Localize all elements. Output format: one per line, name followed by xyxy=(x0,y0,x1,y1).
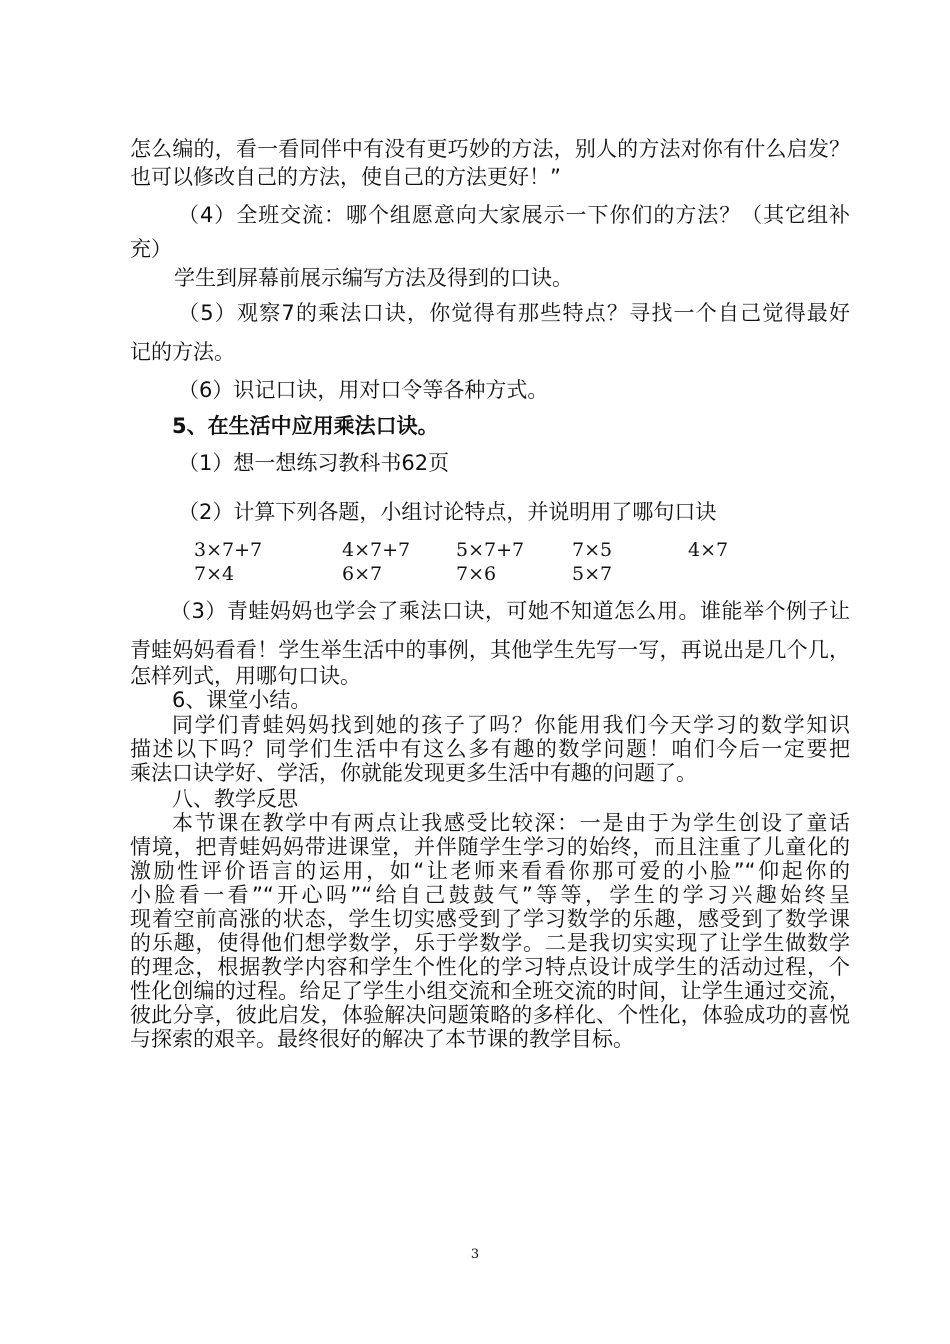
text-line: 激励性评价语言的运用，如“让老师来看看你那可爱的小脸”“仰起你的 xyxy=(130,859,850,883)
section-heading: 八、教学反思 xyxy=(172,787,298,811)
exercise-item: 5×7+7 xyxy=(456,539,525,561)
section-heading: 6、课堂小结。 xyxy=(172,688,312,712)
text-line: 怎么编的，看一看同伴中有没有更巧妙的方法，别人的方法对你有什么启发？ xyxy=(130,137,850,161)
text-line: （6）识记口诀，用对口令等各种方式。 xyxy=(178,378,549,402)
text-line: 乘法口诀学好、学活，你就能发现更多生活中有趣的问题了。 xyxy=(130,761,697,785)
text-line: 现着空前高涨的状态，学生切实感受到了学习数学的乐趣，感受到了数学课 xyxy=(130,907,850,931)
text-line: 怎样列式，用哪句口诀。 xyxy=(130,664,361,688)
text-line: （2）计算下列各题，小组讨论特点，并说明用了哪句口诀 xyxy=(178,500,717,524)
text-line: 也可以修改自己的方法，使自己的方法更好！” xyxy=(130,165,561,189)
exercise-item: 7×4 xyxy=(194,563,235,585)
text-line: 彼此分享，彼此启发，体验解决问题策略的多样化、个性化，体验成功的喜悦 xyxy=(130,1003,850,1027)
text-line: 与探索的艰辛。最终很好的解决了本节课的教学目标。 xyxy=(130,1027,634,1051)
section-heading: 5、在生活中应用乘法口诀。 xyxy=(172,414,439,438)
text-line: 记的方法。 xyxy=(130,340,235,364)
page-number: 3 xyxy=(470,1247,480,1262)
text-line: 青蛙妈妈看看！学生举生活中的事例，其他学生先写一写，再说出是几个几， xyxy=(130,638,850,662)
text-line: （3）青蛙妈妈也学会了乘法口诀，可她不知道怎么用。谁能举个例子让 xyxy=(170,599,850,623)
exercise-item: 5×7 xyxy=(572,563,613,585)
text-line: 学生到屏幕前展示编写方法及得到的口诀。 xyxy=(174,266,573,290)
exercise-item: 7×6 xyxy=(456,563,497,585)
text-line: （5）观察7的乘法口诀，你觉得有那些特点？寻找一个自己觉得最好 xyxy=(178,301,850,325)
text-line: （4）全班交流：哪个组愿意向大家展示一下你们的方法？（其它组补 xyxy=(178,203,850,227)
text-line: 描述以下吗？同学们生活中有这么多有趣的数学问题！咱们今后一定要把 xyxy=(130,737,850,761)
exercise-item: 4×7+7 xyxy=(342,539,411,561)
text-line: 小脸看一看”“开心吗”“给自己鼓鼓气”等等，学生的学习兴趣始终呈 xyxy=(130,883,850,907)
text-line: 的理念，根据教学内容和学生个性化的学习特点设计成学生的活动过程，个 xyxy=(130,955,850,979)
exercise-item: 7×5 xyxy=(572,539,613,561)
text-line: 的乐趣，使得他们想学数学，乐于学数学。二是我切实实现了让学生做数学 xyxy=(130,931,850,955)
exercise-item: 6×7 xyxy=(342,563,383,585)
text-line: 情境，把青蛙妈妈带进课堂，并伴随学生学习的始终，而且注重了儿童化的 xyxy=(130,835,850,859)
text-line: （1）想一想练习教科书62页 xyxy=(178,451,450,475)
text-line: 性化创编的过程。给足了学生小组交流和全班交流的时间，让学生通过交流， xyxy=(130,979,850,1003)
text-line: 充） xyxy=(130,237,172,261)
text-line: 同学们青蛙妈妈找到她的孩子了吗？你能用我们今天学习的数学知识 xyxy=(172,713,850,737)
text-line: 本节课在教学中有两点让我感受比较深：一是由于为学生创设了童话 xyxy=(172,811,850,835)
exercise-item: 3×7+7 xyxy=(194,539,263,561)
exercise-item: 4×7 xyxy=(688,539,729,561)
